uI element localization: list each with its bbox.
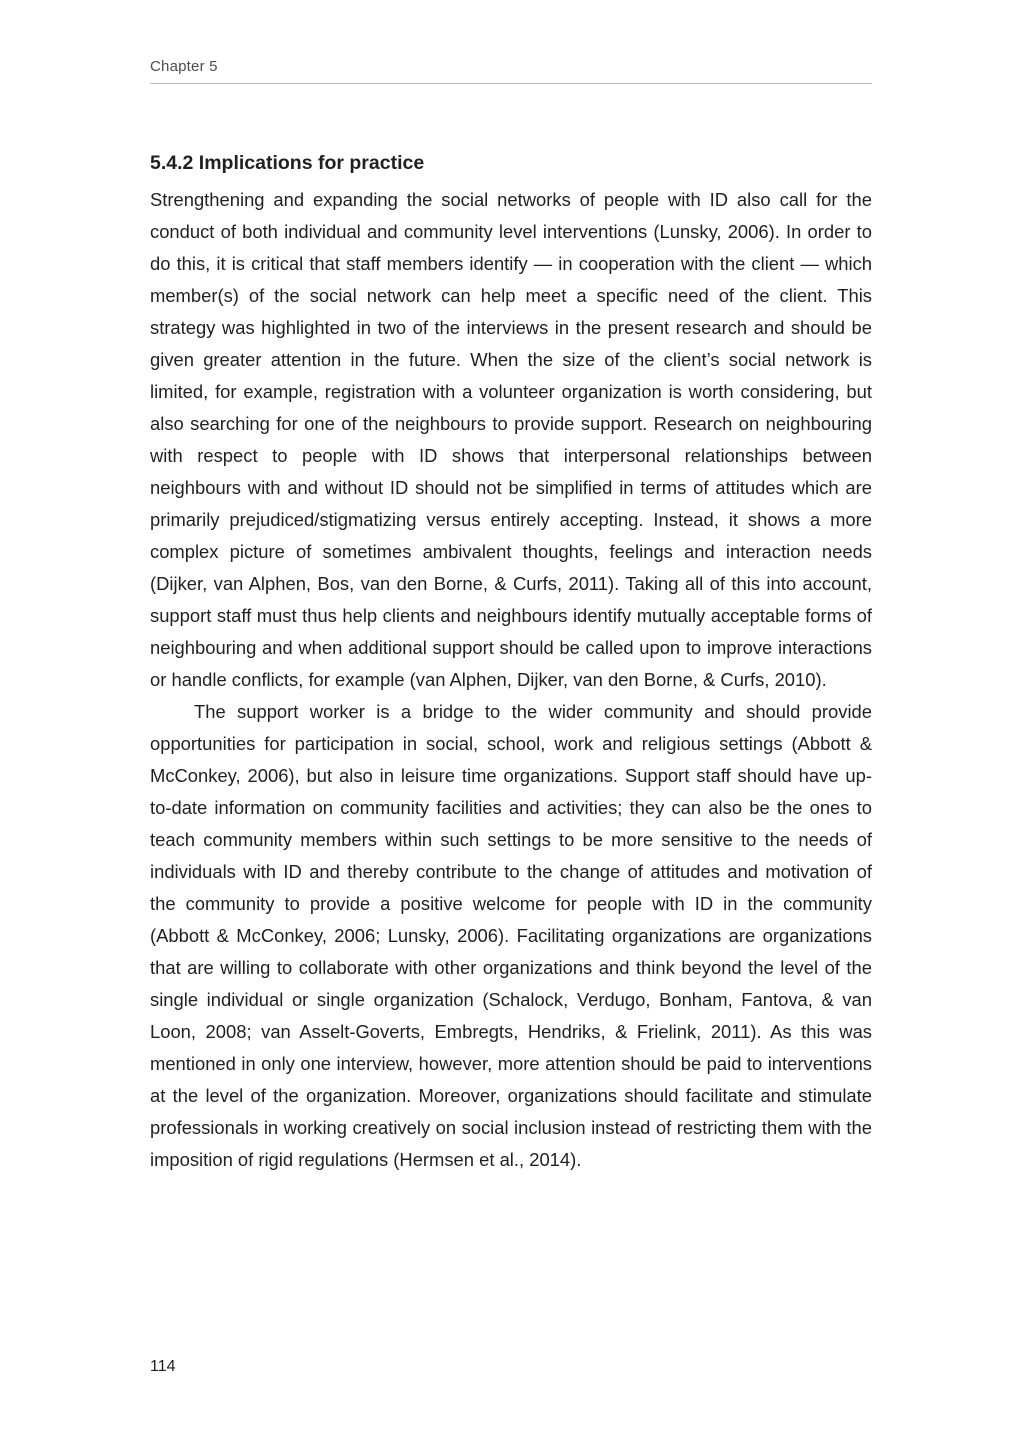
- page-number: 114: [150, 1358, 176, 1375]
- page-content: [150, 148, 872, 1176]
- body-paragraph-1: Strengthening and expanding the social networks of people with ID also call for the conduct of both individual and community level interventions (Lunsky, 2006). In order to do this, it is critical that staff members identify — in cooperation with the client — which member(s) of the social network can help meet a specific need of the client. This strategy was highlighted in two of the interviews in the present research and should be given greater attention in the future. When the size of the client’s social network is limited, for example, registration with a volunteer organization is worth considering, but also searching for one of the neighbours to provide support. Research on neighbouring with respect to people with ID shows that interpersonal relationships between neighbours with and without ID should not be simplified in terms of attitudes which are primarily prejudiced/stigmatizing versus entirely accepting. Instead, it shows a more complex picture of sometimes ambivalent thoughts, feelings and interaction needs (Dijker, van Alphen, Bos, van den Borne, & Curfs, 2011). Taking all of this into account, support staff must thus help clients and neighbours identify mutually acceptable forms of neighbouring and when additional support should be called upon to improve interactions or handle conflicts, for example (van Alphen, Dijker, van den Borne, & Curfs, 2010).: [150, 189, 872, 690]
- body-paragraph-2: The support worker is a bridge to the wider community and should provide opportunities for participation in social, school, work and religious settings (Abbott & McConkey, 2006), but also in leisure time organizations. Support staff should have up-to-date information on community facilities and activities; they can also be the ones to teach community members within such settings to be more sensitive to the needs of individuals with ID and thereby contribute to the change of attitudes and motivation of the community to provide a positive welcome for people with ID in the community (Abbott & McConkey, 2006; Lunsky, 2006). Facilitating organizations are organizations that are willing to collaborate with other organizations and think beyond the level of the single individual or single organization (Schalock, Verdugo, Bonham, Fantova, & van Loon, 2008; van Asselt-Goverts, Embregts, Hendriks, & Frielink, 2011). As this was mentioned in only one interview, however, more attention should be paid to interventions at the level of the organization. Moreover, organizations should facilitate and stimulate professionals in working creatively on social inclusion instead of restricting them with the imposition of rigid regulations (Hermsen et al., 2014).: [150, 701, 872, 1170]
- chapter-label: Chapter 5: [150, 58, 218, 75]
- section-heading: 5.4.2 Implications for practice: [150, 152, 425, 174]
- running-header: [150, 58, 872, 84]
